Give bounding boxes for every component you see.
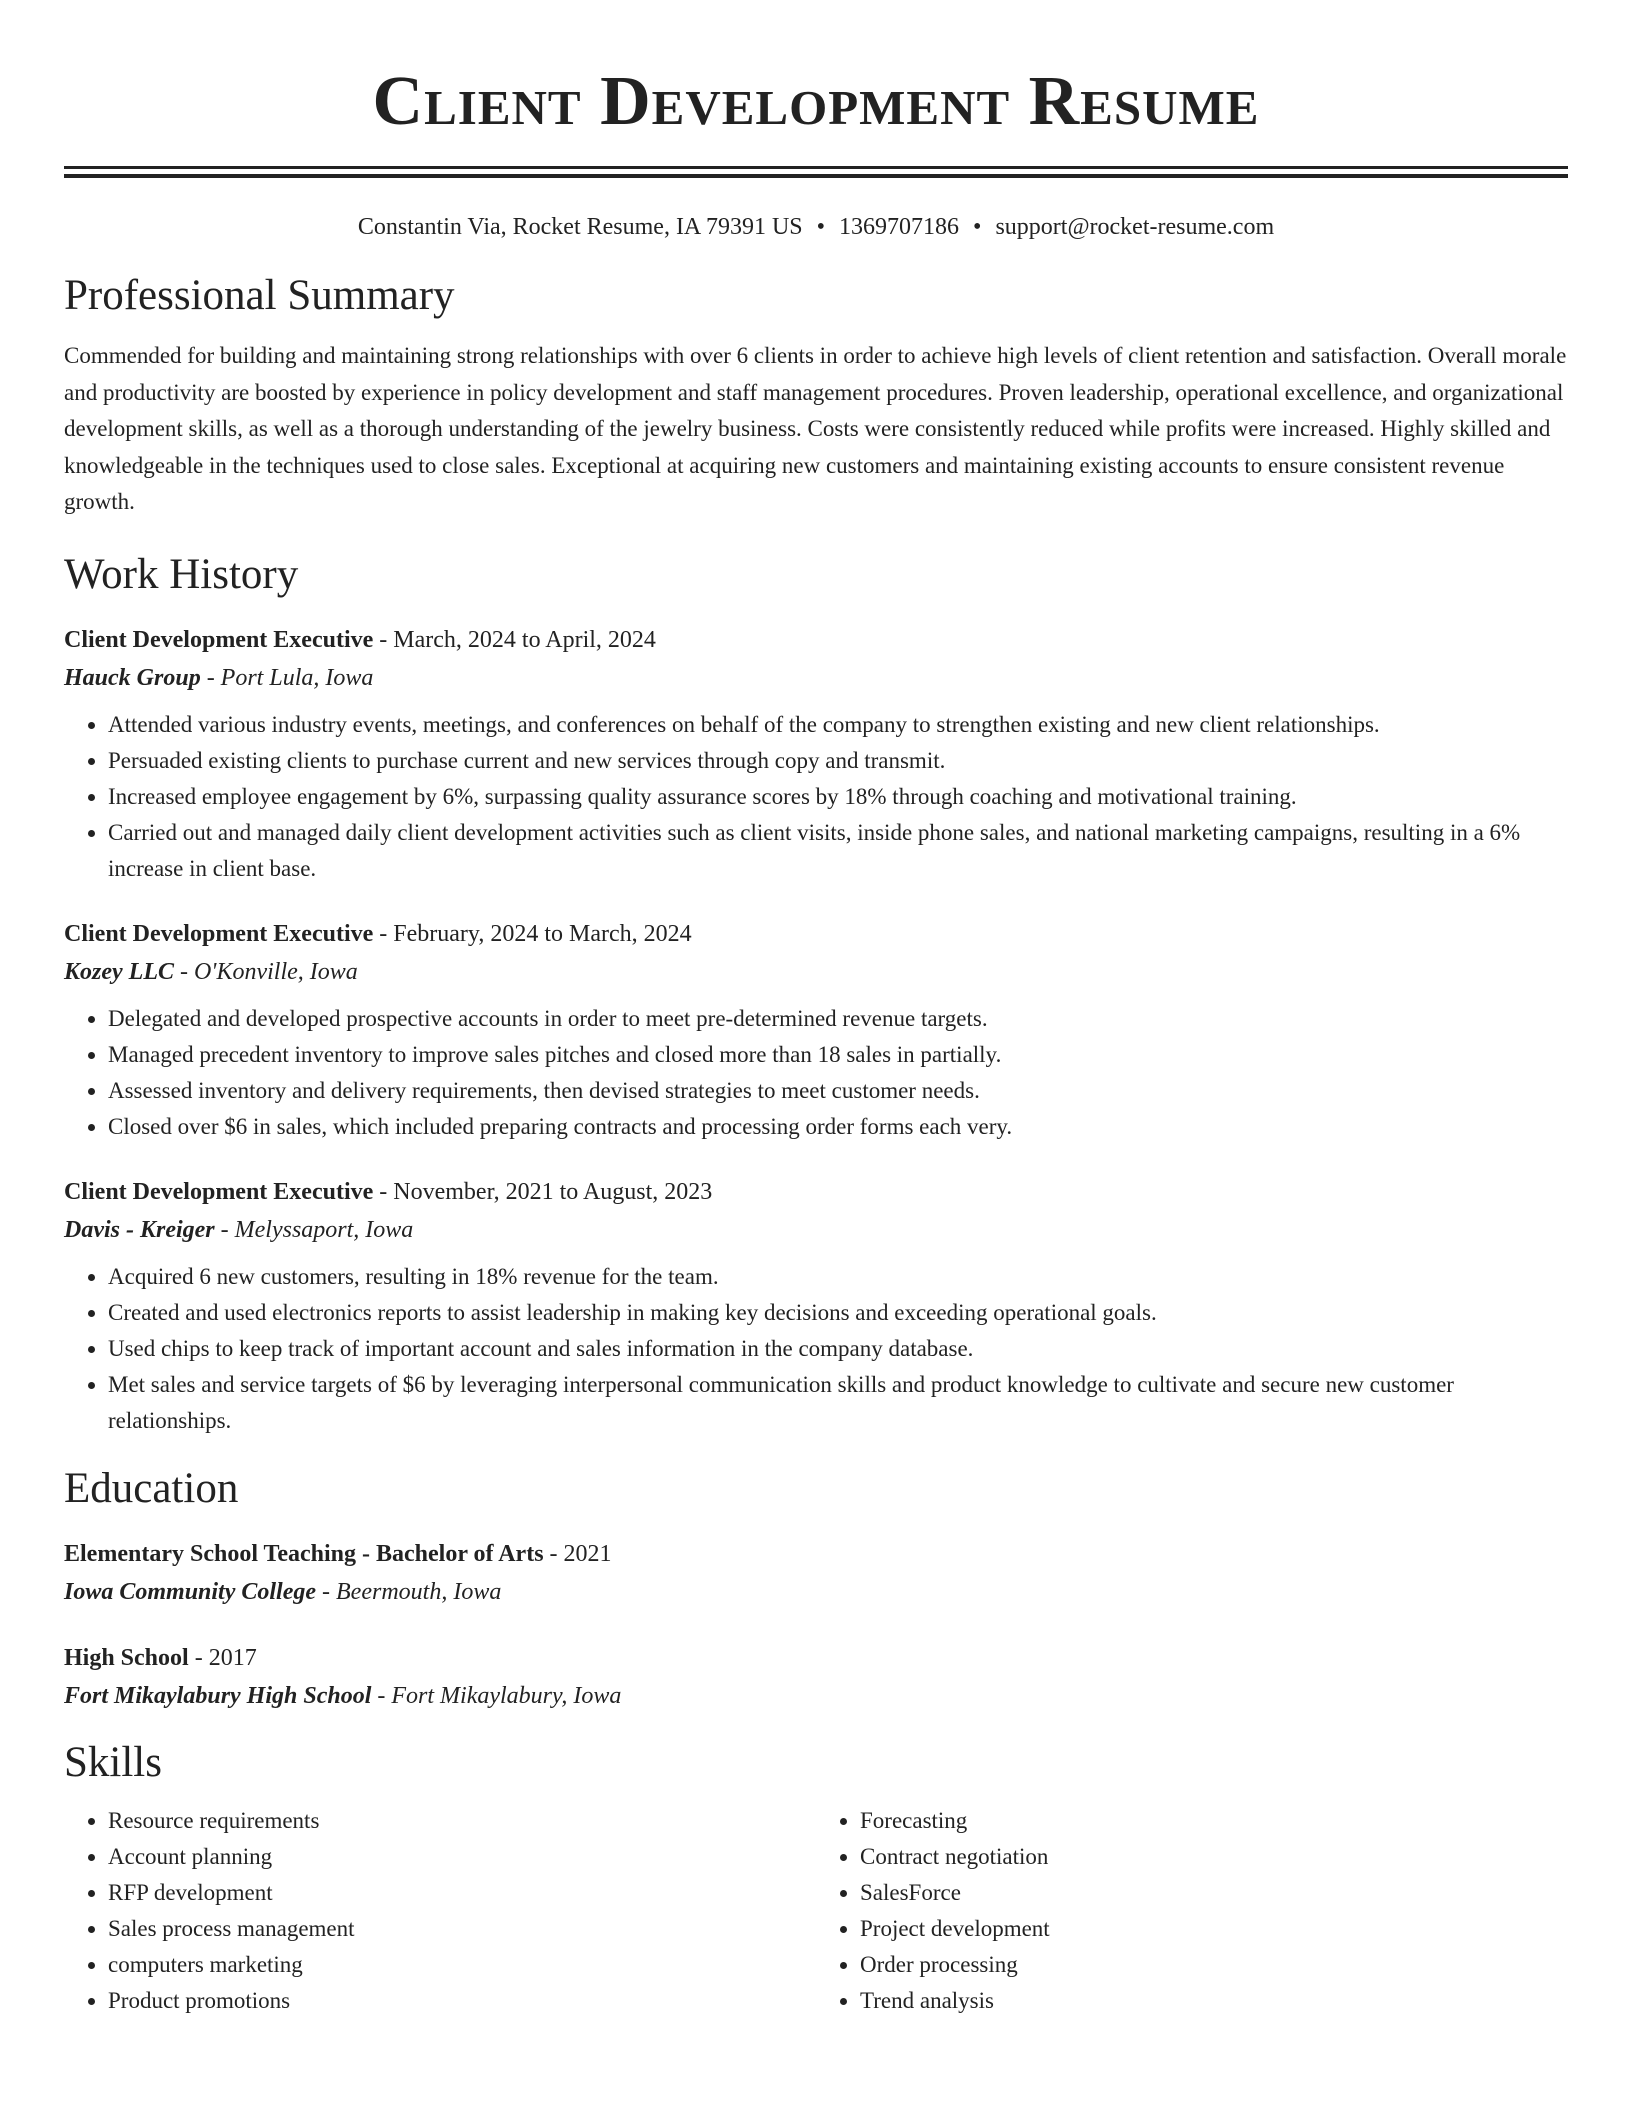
skills-list-right [816, 1803, 1568, 2019]
list-item: • Closed over $6 in sales, which included preparing contracts and processing order forms each very. [108, 1109, 1568, 1145]
list-item: • Increased employee engagement by 6%, surpassing quality assurance scores by 18% through coaching and motivational training. [108, 779, 1568, 815]
job-company-line [64, 659, 1568, 697]
list-item: • Assessed inventory and delivery requirements, then devised strategies to meet customer needs. [108, 1073, 1568, 1109]
list-item: • Attended various industry events, meetings, and conferences on behalf of the company to strengthen existing and new client relationships. [108, 707, 1568, 743]
skill-item: • Contract negotiation [860, 1839, 1568, 1875]
title-rule-top [64, 166, 1568, 169]
job-title: Client Development Executive [64, 920, 374, 947]
job-bullets [64, 1001, 1568, 1145]
list-item: • Acquired 6 new customers, resulting in 18% revenue for the team. [108, 1259, 1568, 1295]
summary-text: Commended for building and maintaining strong relationships with over 6 clients in order to achieve high levels of client retention and satisfaction. Overall morale and productivity are boosted by experience in policy development and staff management procedures. Proven leadership, operational excellence, and organizational development skills, as well as a thorough understanding of the jewelry business. Costs were consistently reduced while profits were increased. Highly skilled and knowledgeable in the techniques used to close sales. Exceptional at acquiring new customers and maintaining existing accounts to ensure consistent revenue growth. [64, 343, 1567, 514]
skill-item: • Forecasting [860, 1803, 1568, 1839]
skill-item: • SalesForce [860, 1875, 1568, 1911]
job-bullets [64, 707, 1568, 887]
resume-title: Client Development Resume [372, 63, 1260, 140]
resume-page [64, 0, 1568, 2019]
skill-item: • Trend analysis [860, 1983, 1568, 2019]
graduation-year: - 2021 [543, 1540, 612, 1567]
job-location: - O'Konville, Iowa [173, 958, 358, 985]
school-line [64, 1677, 1568, 1715]
list-item: • Met sales and service targets of $6 by leveraging interpersonal communication skills and product knowledge to cultivate and secure new customer relationships. [108, 1367, 1568, 1439]
degree: High School [64, 1644, 189, 1671]
school-name: Fort Mikaylabury High School [64, 1682, 372, 1709]
skill-item: • RFP development [108, 1875, 816, 1911]
job-entry [64, 621, 1568, 887]
job-title-line [64, 915, 1568, 953]
school-name: Iowa Community College [64, 1578, 317, 1605]
skills-columns [64, 1803, 1568, 2019]
title-rule-bottom [64, 174, 1568, 178]
job-dates: - February, 2024 to March, 2024 [373, 920, 692, 947]
job-location: - Melyssaport, Iowa [214, 1216, 414, 1243]
school-location: - Fort Mikaylabury, Iowa [371, 1682, 622, 1709]
job-location: - Port Lula, Iowa [200, 664, 374, 691]
job-title: Client Development Executive [64, 626, 374, 653]
skill-item: • computers marketing [108, 1947, 816, 1983]
education-entry [64, 1639, 1568, 1715]
contact-separator: • [816, 214, 826, 240]
job-title-line [64, 621, 1568, 659]
skill-item: • Sales process management [108, 1911, 816, 1947]
skill-item: • Project development [860, 1911, 1568, 1947]
job-company: Hauck Group [64, 664, 201, 691]
job-title: Client Development Executive [64, 1178, 374, 1205]
job-title-line [64, 1173, 1568, 1211]
skill-item: • Resource requirements [108, 1803, 816, 1839]
job-company-line [64, 1211, 1568, 1249]
work-history-heading: Work History [64, 550, 299, 598]
contact-address: Constantin Via, Rocket Resume, IA 79391 US [357, 214, 803, 240]
skill-item: • Product promotions [108, 1983, 816, 2019]
job-company: Kozey LLC [64, 958, 174, 985]
education-heading: Education [64, 1464, 239, 1512]
skills-list-left [64, 1803, 816, 2019]
list-item: • Carried out and managed daily client development activities such as client visits, inside phone sales, and national marketing campaigns, resulting in a 6% increase in client base. [108, 815, 1568, 887]
list-item: • Created and used electronics reports to assist leadership in making key decisions and exceeding operational goals. [108, 1295, 1568, 1331]
list-item: • Delegated and developed prospective accounts in order to meet pre-determined revenue targets. [108, 1001, 1568, 1037]
education-entry [64, 1535, 1568, 1611]
school-location: - Beermouth, Iowa [316, 1578, 502, 1605]
job-company-line [64, 953, 1568, 991]
degree: Elementary School Teaching - Bachelor of Arts [64, 1540, 544, 1567]
summary-heading: Professional Summary [64, 272, 455, 319]
list-item: • Managed precedent inventory to improve sales pitches and closed more than 18 sales in partially. [108, 1037, 1568, 1073]
list-item: • Persuaded existing clients to purchase current and new services through copy and transmit. [108, 743, 1568, 779]
job-company: Davis - Kreiger [64, 1216, 215, 1243]
job-entry [64, 915, 1568, 1145]
skill-item: • Account planning [108, 1839, 816, 1875]
school-line [64, 1573, 1568, 1611]
list-item: • Used chips to keep track of important account and sales information in the company database. [108, 1331, 1568, 1367]
job-entry [64, 1173, 1568, 1439]
job-bullets [64, 1259, 1568, 1439]
job-dates: - November, 2021 to August, 2023 [373, 1178, 713, 1205]
degree-line [64, 1535, 1568, 1573]
skill-item: • Order processing [860, 1947, 1568, 1983]
skills-heading: Skills [64, 1738, 162, 1786]
job-dates: - March, 2024 to April, 2024 [373, 626, 656, 653]
contact-phone: 1369707186 [839, 214, 960, 240]
contact-line [64, 212, 1568, 242]
contact-email: support@rocket-resume.com [995, 214, 1275, 240]
contact-separator: • [973, 214, 982, 240]
graduation-year: - 2017 [188, 1644, 257, 1671]
degree-line [64, 1639, 1568, 1677]
